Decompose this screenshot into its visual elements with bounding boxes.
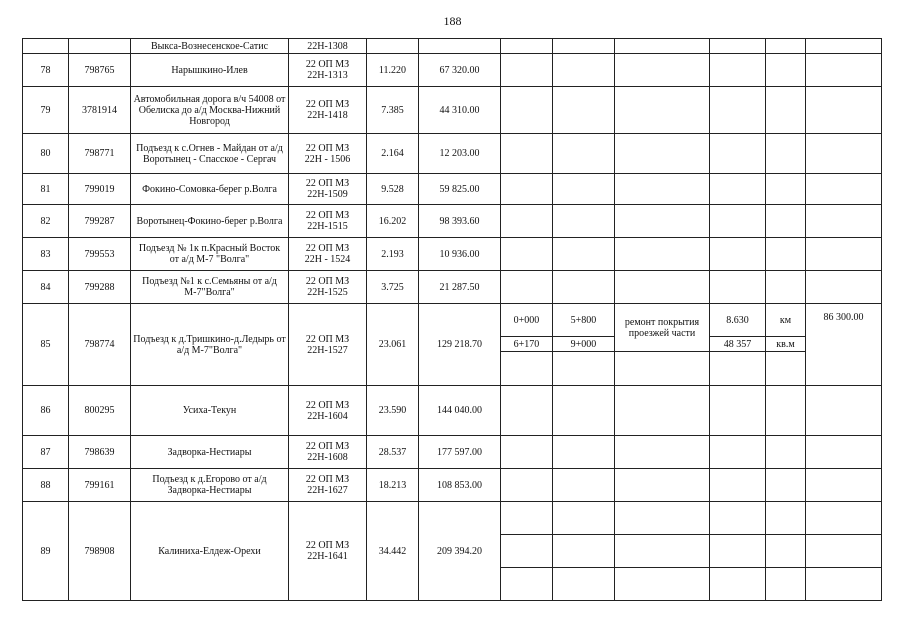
road-id-cell: 798639	[69, 436, 131, 469]
road-name-cell: Калиниха-Елдеж-Орехи	[131, 502, 289, 601]
length-cell: 2.193	[367, 238, 419, 271]
empty-cell	[710, 238, 766, 271]
empty-cell	[501, 54, 553, 87]
registry-code-line: 22Н-1418	[307, 110, 348, 121]
road-id-cell	[69, 39, 131, 54]
empty-cell	[553, 54, 615, 87]
road-id-cell: 799019	[69, 174, 131, 205]
table-row	[23, 39, 882, 54]
empty-cell	[615, 87, 710, 134]
registry-code-line: 22Н-1515	[307, 221, 348, 232]
empty-cell	[501, 436, 553, 469]
row-number-cell: 79	[23, 87, 69, 134]
registry-number-cell	[289, 54, 367, 87]
empty-cell	[710, 54, 766, 87]
cost-cell: 10 936.00	[419, 238, 501, 271]
length-cell: 16.202	[367, 205, 419, 238]
empty-cell	[766, 502, 806, 535]
registry-number-cell	[289, 502, 367, 601]
row-number-cell: 83	[23, 238, 69, 271]
empty-cell	[553, 436, 615, 469]
empty-cell	[615, 386, 710, 436]
registry-prefix-line: 22 ОП МЗ	[305, 333, 350, 345]
empty-cell	[615, 134, 710, 174]
length-cell: 3.725	[367, 271, 419, 304]
registry-number-cell	[289, 238, 367, 271]
empty-cell	[553, 535, 615, 568]
empty-cell	[553, 174, 615, 205]
table-row	[23, 54, 882, 87]
empty-cell	[806, 502, 882, 535]
road-id-cell: 798765	[69, 54, 131, 87]
empty-cell	[501, 134, 553, 174]
empty-cell	[615, 205, 710, 238]
table-row	[23, 134, 882, 174]
registry-code-line: 22Н-1608	[307, 452, 348, 463]
empty-cell	[710, 568, 766, 601]
empty-cell	[766, 205, 806, 238]
row-number-cell: 82	[23, 205, 69, 238]
registry-code-line: 22Н-1604	[307, 410, 348, 422]
row-number-cell: 88	[23, 469, 69, 502]
road-id-cell: 799287	[69, 205, 131, 238]
road-id-cell: 799553	[69, 238, 131, 271]
empty-cell	[553, 205, 615, 238]
repair-sum-cell: 86 300.00	[806, 304, 882, 386]
table-row	[23, 436, 882, 469]
length-cell: 23.061	[367, 304, 419, 386]
empty-cell	[553, 469, 615, 502]
length-cell: 34.442	[367, 502, 419, 601]
empty-cell	[806, 174, 882, 205]
road-id-cell: 800295	[69, 386, 131, 436]
registry-number-cell	[289, 174, 367, 205]
section-start-cell: 6+170	[501, 337, 553, 352]
empty-cell	[501, 271, 553, 304]
empty-cell	[615, 436, 710, 469]
row-number-cell: 80	[23, 134, 69, 174]
empty-cell	[766, 238, 806, 271]
empty-cell	[806, 39, 882, 54]
registry-code-line: 22Н - 1524	[304, 254, 351, 265]
row-number-cell: 87	[23, 436, 69, 469]
cost-cell: 129 218.70	[419, 304, 501, 386]
empty-cell	[615, 469, 710, 502]
registry-prefix-line: 22 ОП МЗ	[305, 540, 350, 551]
empty-cell	[806, 87, 882, 134]
registry-code-line: 22Н-1627	[307, 485, 348, 496]
empty-cell	[806, 54, 882, 87]
empty-cell	[553, 238, 615, 271]
empty-cell	[501, 352, 553, 386]
empty-cell	[806, 469, 882, 502]
empty-cell	[553, 134, 615, 174]
road-name-cell: Подъезд к д.Егорово от а/д Задворка-Нестиары	[131, 469, 289, 502]
empty-cell	[553, 87, 615, 134]
road-id-cell: 799288	[69, 271, 131, 304]
road-name-cell: Выкса-Вознесенское-Сатис	[131, 39, 289, 54]
road-name-cell: Подъезд к д.Тришкино-д.Ледырь от а/д М-7"Волга"	[131, 304, 289, 386]
empty-cell	[553, 352, 615, 386]
registry-number-cell	[289, 39, 367, 54]
empty-cell	[710, 436, 766, 469]
length-cell: 23.590	[367, 386, 419, 436]
registry-number-cell	[289, 205, 367, 238]
empty-cell	[766, 174, 806, 205]
empty-cell	[806, 238, 882, 271]
empty-cell	[766, 39, 806, 54]
cost-cell: 209 394.20	[419, 502, 501, 601]
table-row	[23, 87, 882, 134]
empty-cell	[806, 271, 882, 304]
registry-number-cell	[289, 87, 367, 134]
cost-cell: 177 597.00	[419, 436, 501, 469]
cost-cell: 144 040.00	[419, 386, 501, 436]
empty-cell	[615, 174, 710, 205]
empty-cell	[710, 469, 766, 502]
length-cell: 28.537	[367, 436, 419, 469]
row-number-cell: 89	[23, 502, 69, 601]
empty-cell	[615, 271, 710, 304]
unit-cell: км	[766, 304, 806, 337]
table-row	[23, 386, 882, 436]
road-id-cell: 799161	[69, 469, 131, 502]
road-id-cell: 798771	[69, 134, 131, 174]
empty-cell	[501, 535, 553, 568]
empty-cell	[806, 535, 882, 568]
quantity-cell: 8.630	[710, 304, 766, 337]
road-id-cell: 3781914	[69, 87, 131, 134]
empty-cell	[553, 568, 615, 601]
registry-prefix-line: 22 ОП МЗ	[305, 59, 350, 70]
section-end-cell: 9+000	[553, 337, 615, 352]
registry-number-cell	[289, 386, 367, 436]
empty-cell	[615, 39, 710, 54]
empty-cell	[766, 271, 806, 304]
table-row	[23, 469, 882, 502]
table-row	[23, 205, 882, 238]
empty-cell	[501, 568, 553, 601]
registry-prefix-line: 22 ОП МЗ	[305, 178, 350, 189]
registry-code-line: 22Н-1527	[307, 344, 348, 356]
length-cell: 18.213	[367, 469, 419, 502]
empty-cell	[766, 469, 806, 502]
row-number-cell: 84	[23, 271, 69, 304]
empty-cell	[501, 174, 553, 205]
empty-cell	[806, 568, 882, 601]
empty-cell	[553, 502, 615, 535]
registry-code-line: 22Н-1641	[307, 551, 348, 562]
table-row	[23, 502, 882, 535]
empty-cell	[501, 502, 553, 535]
length-cell	[367, 39, 419, 54]
road-id-cell: 798774	[69, 304, 131, 386]
row-number-cell: 81	[23, 174, 69, 205]
empty-cell	[501, 39, 553, 54]
road-name-cell: Подъезд №1 к с.Семьяны от а/д М-7"Волга"	[131, 271, 289, 304]
registry-prefix-line: 22 ОП МЗ	[305, 474, 350, 485]
row-number-cell	[23, 39, 69, 54]
empty-cell	[710, 502, 766, 535]
empty-cell	[553, 386, 615, 436]
cost-cell: 21 287.50	[419, 271, 501, 304]
registry-number-cell	[289, 304, 367, 386]
empty-cell	[766, 535, 806, 568]
length-cell: 7.385	[367, 87, 419, 134]
empty-cell	[501, 87, 553, 134]
road-name-cell: Подъезд № 1к п.Красный Восток от а/д М-7 "Волга"	[131, 238, 289, 271]
road-name-cell: Задворка-Нестиары	[131, 436, 289, 469]
cost-cell: 59 825.00	[419, 174, 501, 205]
empty-cell	[806, 205, 882, 238]
unit-cell: кв.м	[766, 337, 806, 352]
cost-cell: 44 310.00	[419, 87, 501, 134]
registry-number-cell	[289, 134, 367, 174]
row-number-cell: 86	[23, 386, 69, 436]
empty-cell	[766, 436, 806, 469]
empty-cell	[710, 535, 766, 568]
registry-code-line: 22Н-1308	[307, 40, 348, 52]
registry-prefix-line: 22 ОП МЗ	[305, 399, 350, 411]
cost-cell: 12 203.00	[419, 134, 501, 174]
row-number-cell: 78	[23, 54, 69, 87]
registry-prefix-line: 22 ОП МЗ	[305, 142, 350, 154]
empty-cell	[710, 271, 766, 304]
empty-cell	[615, 54, 710, 87]
road-name-cell: Усиха-Текун	[131, 386, 289, 436]
empty-cell	[710, 174, 766, 205]
table-row	[23, 238, 882, 271]
registry-prefix-line: 22 ОП МЗ	[305, 243, 350, 254]
length-cell: 11.220	[367, 54, 419, 87]
registry-number-cell	[289, 436, 367, 469]
empty-cell	[710, 352, 766, 386]
length-cell: 2.164	[367, 134, 419, 174]
empty-cell	[766, 386, 806, 436]
empty-cell	[615, 535, 710, 568]
registry-code-line: 22Н-1509	[307, 189, 348, 200]
cost-cell: 108 853.00	[419, 469, 501, 502]
registry-code-line: 22Н - 1506	[304, 153, 351, 165]
table-row	[23, 271, 882, 304]
registry-prefix-line: 22 ОП МЗ	[305, 276, 350, 287]
empty-cell	[553, 271, 615, 304]
quantity-cell: 48 357	[710, 337, 766, 352]
cost-cell	[419, 39, 501, 54]
empty-cell	[710, 39, 766, 54]
empty-cell	[710, 205, 766, 238]
empty-cell	[501, 205, 553, 238]
empty-cell	[806, 386, 882, 436]
empty-cell	[553, 39, 615, 54]
table-row	[23, 174, 882, 205]
empty-cell	[766, 134, 806, 174]
empty-cell	[615, 352, 710, 386]
section-end-cell: 5+800	[553, 304, 615, 337]
empty-cell	[766, 568, 806, 601]
table-row	[23, 304, 882, 337]
road-name-cell: Воротынец-Фокино-берег р.Волга	[131, 205, 289, 238]
empty-cell	[710, 134, 766, 174]
empty-cell	[710, 386, 766, 436]
length-cell: 9.528	[367, 174, 419, 205]
road-id-cell: 798908	[69, 502, 131, 601]
empty-cell	[501, 469, 553, 502]
empty-cell	[766, 87, 806, 134]
row-number-cell: 85	[23, 304, 69, 386]
road-repair-table	[22, 38, 882, 601]
registry-number-cell	[289, 271, 367, 304]
empty-cell	[806, 134, 882, 174]
empty-cell	[615, 568, 710, 601]
empty-cell	[501, 238, 553, 271]
empty-cell	[766, 352, 806, 386]
road-name-cell: Подъезд к с.Огнев - Майдан от а/д Воротынец - Спасское - Сергач	[131, 134, 289, 174]
page-number: 188	[443, 14, 462, 28]
work-type-cell: ремонт покрытия проезжей части	[615, 304, 710, 352]
empty-cell	[766, 54, 806, 87]
section-start-cell: 0+000	[501, 304, 553, 337]
registry-code-line: 22Н-1313	[307, 70, 348, 81]
empty-cell	[501, 386, 553, 436]
cost-cell: 67 320.00	[419, 54, 501, 87]
cost-cell: 98 393.60	[419, 205, 501, 238]
road-name-cell: Автомобильная дорога в/ч 54008 от Обелиска до а/д Москва-Нижний Новгород	[131, 87, 289, 134]
road-name-cell: Нарышкино-Илев	[131, 54, 289, 87]
registry-prefix-line: 22 ОП МЗ	[305, 99, 350, 110]
road-name-cell: Фокино-Сомовка-берег р.Волга	[131, 174, 289, 205]
registry-prefix-line: 22 ОП МЗ	[305, 210, 350, 221]
empty-cell	[806, 436, 882, 469]
registry-number-cell	[289, 469, 367, 502]
registry-code-line: 22Н-1525	[307, 287, 348, 298]
registry-prefix-line: 22 ОП МЗ	[305, 441, 350, 452]
empty-cell	[615, 502, 710, 535]
empty-cell	[710, 87, 766, 134]
empty-cell	[615, 238, 710, 271]
